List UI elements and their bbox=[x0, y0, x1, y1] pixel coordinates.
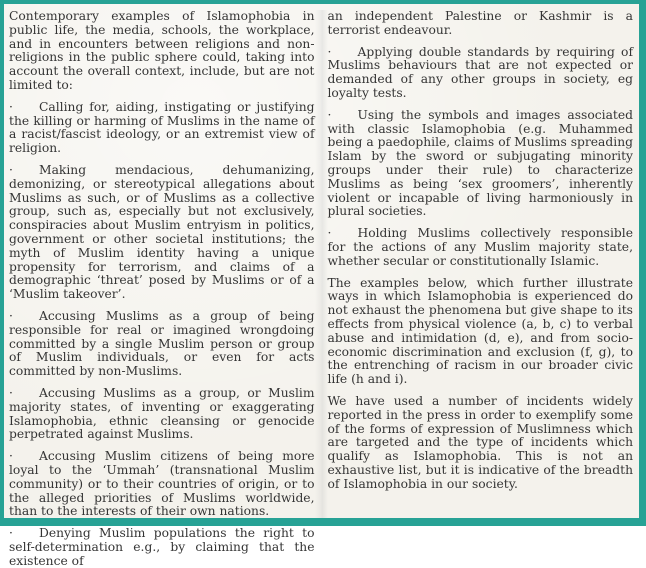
bullet-paragraph: · Applying double standards by requiring of Muslims behaviours that are not expected or demanded of any other groups in society, eg loyalty tests. bbox=[327, 44, 633, 100]
bullet-dot-icon: · bbox=[327, 107, 332, 122]
bullet-dot-icon: · bbox=[9, 99, 13, 114]
left-column bbox=[9, 9, 315, 568]
column-gap bbox=[315, 10, 328, 518]
bullet-paragraph: · Holding Muslims collectively responsible for the actions of any Muslim majority state, whether secular or constitutionally Islamic. bbox=[327, 226, 633, 268]
paragraph: We have used a number of incidents widely reported in the press in order to exemplify some of the forms of expression of Muslimness which are targeted and the type of incidents which qualify as Islamophobia. This is not an exhaustive list, but it is indicative of the breadth of Islamophobia in our society. bbox=[327, 393, 633, 491]
paragraph: an independent Palestine or Kashmir is a terrorist endeavour. bbox=[327, 9, 633, 37]
bullet-dot-icon: · bbox=[9, 526, 13, 541]
bullet-paragraph: · Accusing Muslims as a group of being responsible for real or imagined wrongdoing committed by a single Muslim person or group of Muslim individuals, or even for acts committed by non-Muslims. bbox=[9, 308, 315, 379]
bullet-dot-icon: · bbox=[9, 308, 13, 323]
bullet-dot-icon: · bbox=[327, 226, 332, 241]
bullet-paragraph: · Making mendacious, dehumanizing, demonizing, or stereotypical allegations about Muslims as such, or of Muslims as a collective group, such as, especially but not exclusively, conspiracies about Muslim entryism in politics, government or other societal institutions; the myth of Muslim identity having a unique propensity for terrorism, and claims of a demographic ‘threat’ posed by Muslims or of a ‘Muslim takeover’. bbox=[9, 162, 315, 302]
bullet-paragraph: · Accusing Muslims as a group, or Muslim majority states, of inventing or exaggerating Islamophobia, ethnic cleansing or genocide perpetrated against Muslims. bbox=[9, 385, 315, 442]
bullet-paragraph: · Denying Muslim populations the right to self-determination e.g., by claiming that the existence of bbox=[9, 526, 315, 568]
bullet-dot-icon: · bbox=[327, 44, 332, 59]
paragraph: Contemporary examples of Islamophobia in public life, the media, schools, the workplace, and in encounters between religions and non-religions in the public sphere could, taking into account the overall context, include, but are not limited to: bbox=[9, 9, 315, 92]
bullet-dot-icon: · bbox=[9, 449, 13, 464]
bullet-dot-icon: · bbox=[9, 162, 13, 177]
bullet-dot-icon: · bbox=[9, 385, 13, 400]
right-column bbox=[328, 10, 634, 518]
bullet-paragraph: · Calling for, aiding, instigating or justifying the killing or harming of Muslims in the name of a racist/fascist ideology, or an extremist view of religion. bbox=[9, 99, 315, 156]
paragraph: The examples below, which further illustrate ways in which Islamophobia is experienced do not exhaust the phenomena but give shape to its effects from physical violence (a, b, c) to verbal abuse and intimidation (d, e), and from socio-economic discrimination and exclusion (f, g), to the entrenching of racism in our broader civic life (h and i). bbox=[327, 275, 633, 387]
bullet-paragraph: · Accusing Muslim citizens of being more loyal to the ‘Ummah’ (transnational Muslim community) or to their countries of origin, or to the alleged priorities of Muslims worldwide, than to the interests of their own nations. bbox=[9, 449, 315, 519]
bullet-paragraph: · Using the symbols and images associated with classic Islamophobia (e.g. Muhammed being a paedophile, claims of Muslims spreading Islam by the sword or subjugating minority groups under their rule) to characterize Muslims as being ‘sex groomers’, inherently violent or incapable of living harmoniously in plural societies. bbox=[327, 107, 633, 219]
